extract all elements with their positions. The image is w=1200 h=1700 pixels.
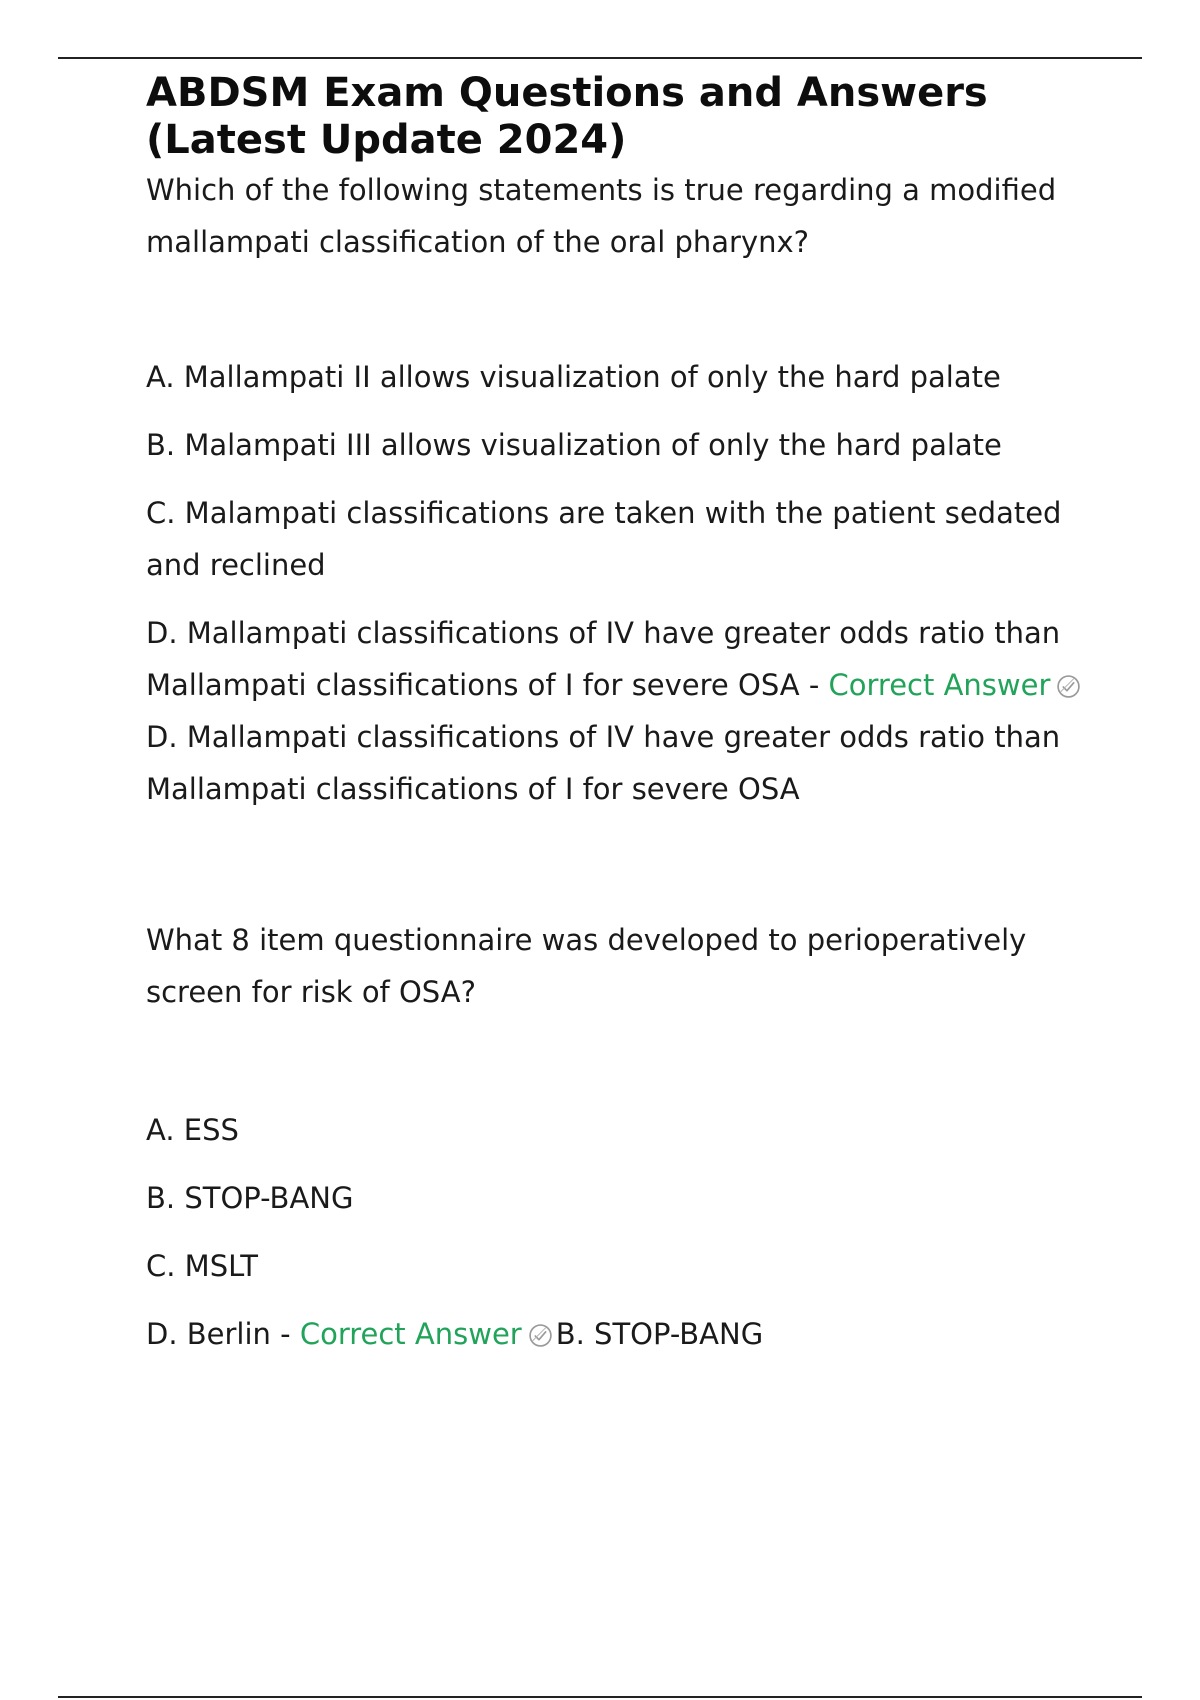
option-a: A. Mallampati II allows visualization of only the hard palate [146,360,1001,394]
separator: - [270,1317,300,1351]
option-d: D. Berlin [146,1317,271,1351]
option-b: B. Malampati III allows visualization of only the hard palate [146,428,1002,462]
separator: - [799,668,829,702]
title-line-2: (Latest Update 2024) [146,117,627,163]
check-circle-icon [528,1323,553,1348]
bottom-rule [58,1696,1142,1698]
question-text: What 8 item questionnaire was developed to perioperatively screen for risk of OSA? [146,923,1027,1009]
question-block-1 [146,164,1086,815]
title-line-1: ABDSM Exam Questions and Answers [146,70,988,116]
option-d-with-answer [146,1308,1086,1360]
answer-text: B. STOP-BANG [555,1317,764,1351]
correct-answer-label: Correct Answer [299,1317,522,1351]
document-body [146,70,1086,1376]
question-text: Which of the following statements is true regarding a modified mallampati classification of the oral pharynx? [146,173,1057,259]
option-d-with-answer [146,607,1086,815]
top-rule [58,57,1142,59]
question-block-2 [146,914,1086,1360]
option-a: A. ESS [146,1113,239,1147]
option-b: B. STOP-BANG [146,1181,354,1215]
answer-text: D. Mallampati classifications of IV have greater odds ratio than Mallampati classifications of I for severe OSA [146,720,1061,806]
correct-answer-label: Correct Answer [828,668,1051,702]
option-c: C. MSLT [146,1249,258,1283]
option-c: C. Malampati classifications are taken with the patient sedated and reclined [146,496,1062,582]
page-title [146,70,1086,164]
option-d: D. Mallampati classifications of IV have greater odds ratio than Mallampati classifications of I for severe OSA [146,616,1061,702]
check-circle-icon [1056,674,1081,699]
